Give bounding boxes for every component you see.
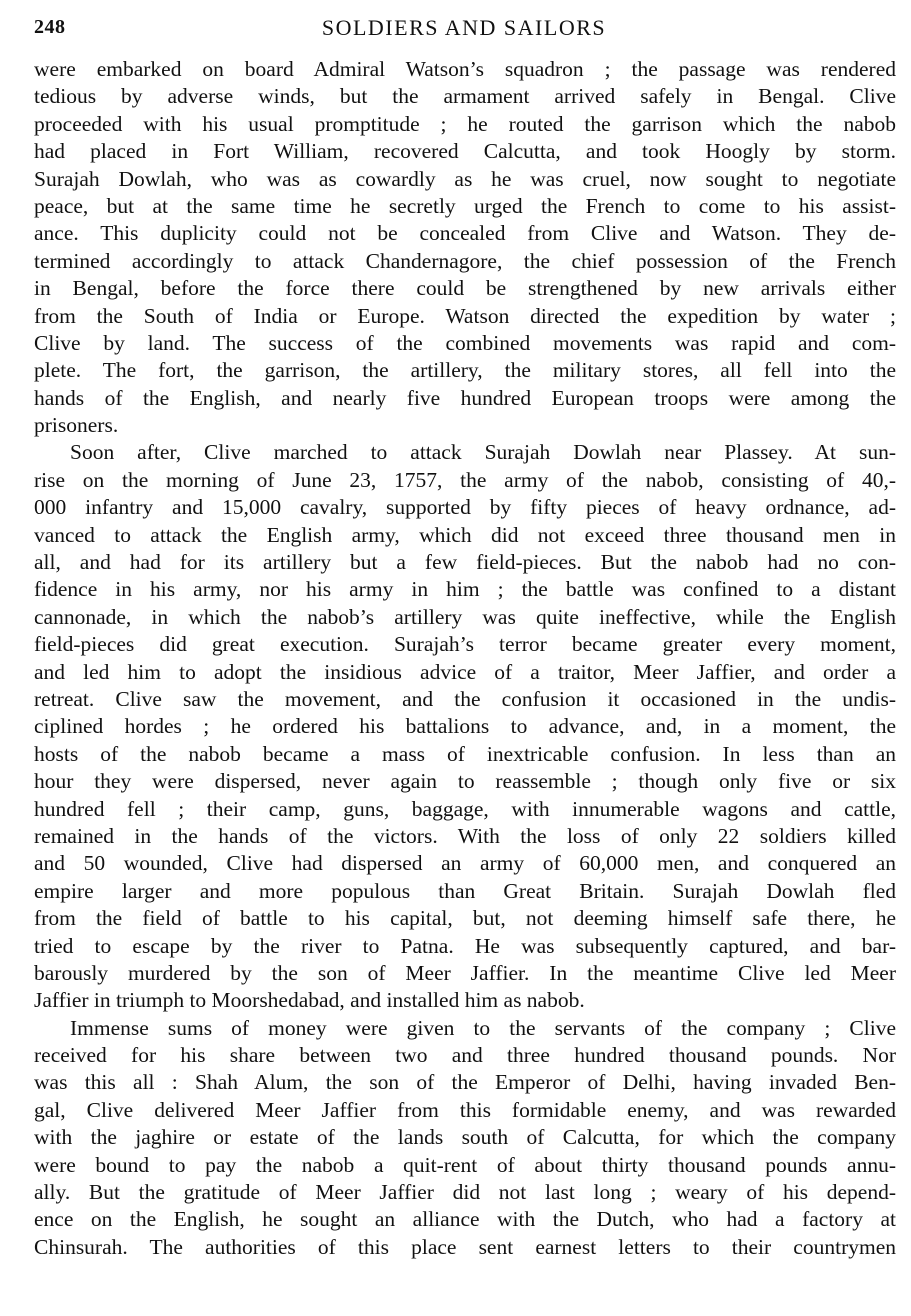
paragraph-start-line: Immense sums of money were given to the servants of the company ; Clive: [70, 1015, 896, 1040]
text-line: and led him to adopt the insidious advice of a traitor, Meer Jaffier, and order a: [34, 659, 896, 684]
text-line: plete. The fort, the garrison, the artillery, the military stores, all fell into the: [34, 358, 896, 383]
text-line: and 50 wounded, Clive had dispersed an army of 60,000 men, and conquered an: [34, 851, 896, 876]
text-line: fidence in his army, nor his army in him ; the battle was confined to a distant: [34, 577, 896, 602]
text-line: ally. But the gratitude of Meer Jaffier did not last long ; weary of his depend-: [34, 1180, 896, 1205]
text-line: field-pieces did great execution. Surajah’s terror became greater every moment,: [34, 632, 896, 657]
text-line: from the South of India or Europe. Watson directed the expedition by water ;: [34, 303, 896, 328]
text-line: cannonade, in which the nabob’s artillery was quite ineffective, while the English: [34, 604, 896, 629]
text-line: rise on the morning of June 23, 1757, the army of the nabob, consisting of 40,-: [34, 467, 896, 492]
page-header: [34, 10, 894, 46]
text-line: vanced to attack the English army, which did not exceed three thousand men in: [34, 522, 896, 547]
text-line: all, and had for its artillery but a few field-pieces. But the nabob had no con-: [34, 550, 896, 575]
text-line: Surajah Dowlah, who was as cowardly as he was cruel, now sought to negotiate: [34, 166, 896, 191]
text-line: from the field of battle to his capital, but, not deeming himself safe there, he: [34, 906, 896, 931]
text-line: retreat. Clive saw the movement, and the confusion it occasioned in the undis-: [34, 686, 896, 711]
text-line: proceeded with his usual promptitude ; he routed the garrison which the nabob: [34, 111, 896, 136]
text-line: ciplined hordes ; he ordered his battalions to advance, and, in a moment, the: [34, 714, 896, 739]
text-line: were embarked on board Admiral Watson’s squadron ; the passage was rendered: [34, 57, 896, 81]
page-number: 248: [34, 16, 66, 38]
text-line: empire larger and more populous than Great Britain. Surajah Dowlah fled: [34, 878, 896, 903]
text-line: in Bengal, before the force there could be strengthened by new arrivals either: [34, 276, 896, 301]
text-line: hosts of the nabob became a mass of inextricable confusion. In less than an: [34, 741, 896, 766]
text-line: received for his share between two and three hundred thousand pounds. Nor: [34, 1043, 896, 1068]
running-head: SOLDIERS AND SAILORS: [321, 15, 607, 40]
text-line: barously murdered by the son of Meer Jaffier. In the meantime Clive led Meer: [34, 960, 896, 985]
text-line: Chinsurah. The authorities of this place sent earnest letters to their countrymen: [34, 1234, 896, 1259]
text-line: ence on the English, he sought an alliance with the Dutch, who had a factory at: [34, 1207, 896, 1232]
text-line: ance. This duplicity could not be concealed from Clive and Watson. They de-: [34, 221, 896, 246]
text-line: was this all : Shah Alum, the son of the Emperor of Delhi, having invaded Ben-: [34, 1070, 896, 1095]
text-line: gal, Clive delivered Meer Jaffier from this formidable enemy, and was rewarded: [34, 1097, 896, 1122]
text-line: tedious by adverse winds, but the armament arrived safely in Bengal. Clive: [34, 84, 896, 109]
paragraph-start-line: Soon after, Clive marched to attack Surajah Dowlah near Plassey. At sun-: [70, 440, 896, 465]
text-line: peace, but at the same time he secretly urged the French to come to his assist-: [34, 193, 896, 218]
body-text: [34, 56, 896, 1261]
text-line: 000 infantry and 15,000 cavalry, supported by fifty pieces of heavy ordnance, ad-: [34, 495, 896, 520]
text-line: hundred fell ; their camp, guns, baggage, with innumerable wagons and cattle,: [34, 796, 896, 821]
text-line: had placed in Fort William, recovered Calcutta, and took Hoogly by storm.: [34, 139, 896, 164]
paragraph-end-line: prisoners.: [34, 413, 119, 438]
text-line: were bound to pay the nabob a quit-rent of about thirty thousand pounds annu-: [34, 1152, 896, 1177]
text-line: termined accordingly to attack Chandernagore, the chief possession of the French: [34, 248, 896, 273]
text-line: tried to escape by the river to Patna. He was subsequently captured, and bar-: [34, 933, 896, 958]
text-line: with the jaghire or estate of the lands south of Calcutta, for which the company: [34, 1125, 896, 1150]
paragraph-end-line: Jaffier in triumph to Moorshedabad, and installed him as nabob.: [34, 988, 585, 1013]
text-line: Clive by land. The success of the combined movements was rapid and com-: [34, 330, 896, 355]
text-line: remained in the hands of the victors. With the loss of only 22 soldiers killed: [34, 823, 896, 848]
text-line: hour they were dispersed, never again to reassemble ; though only five or six: [34, 769, 896, 794]
text-line: hands of the English, and nearly five hundred European troops were among the: [34, 385, 896, 410]
